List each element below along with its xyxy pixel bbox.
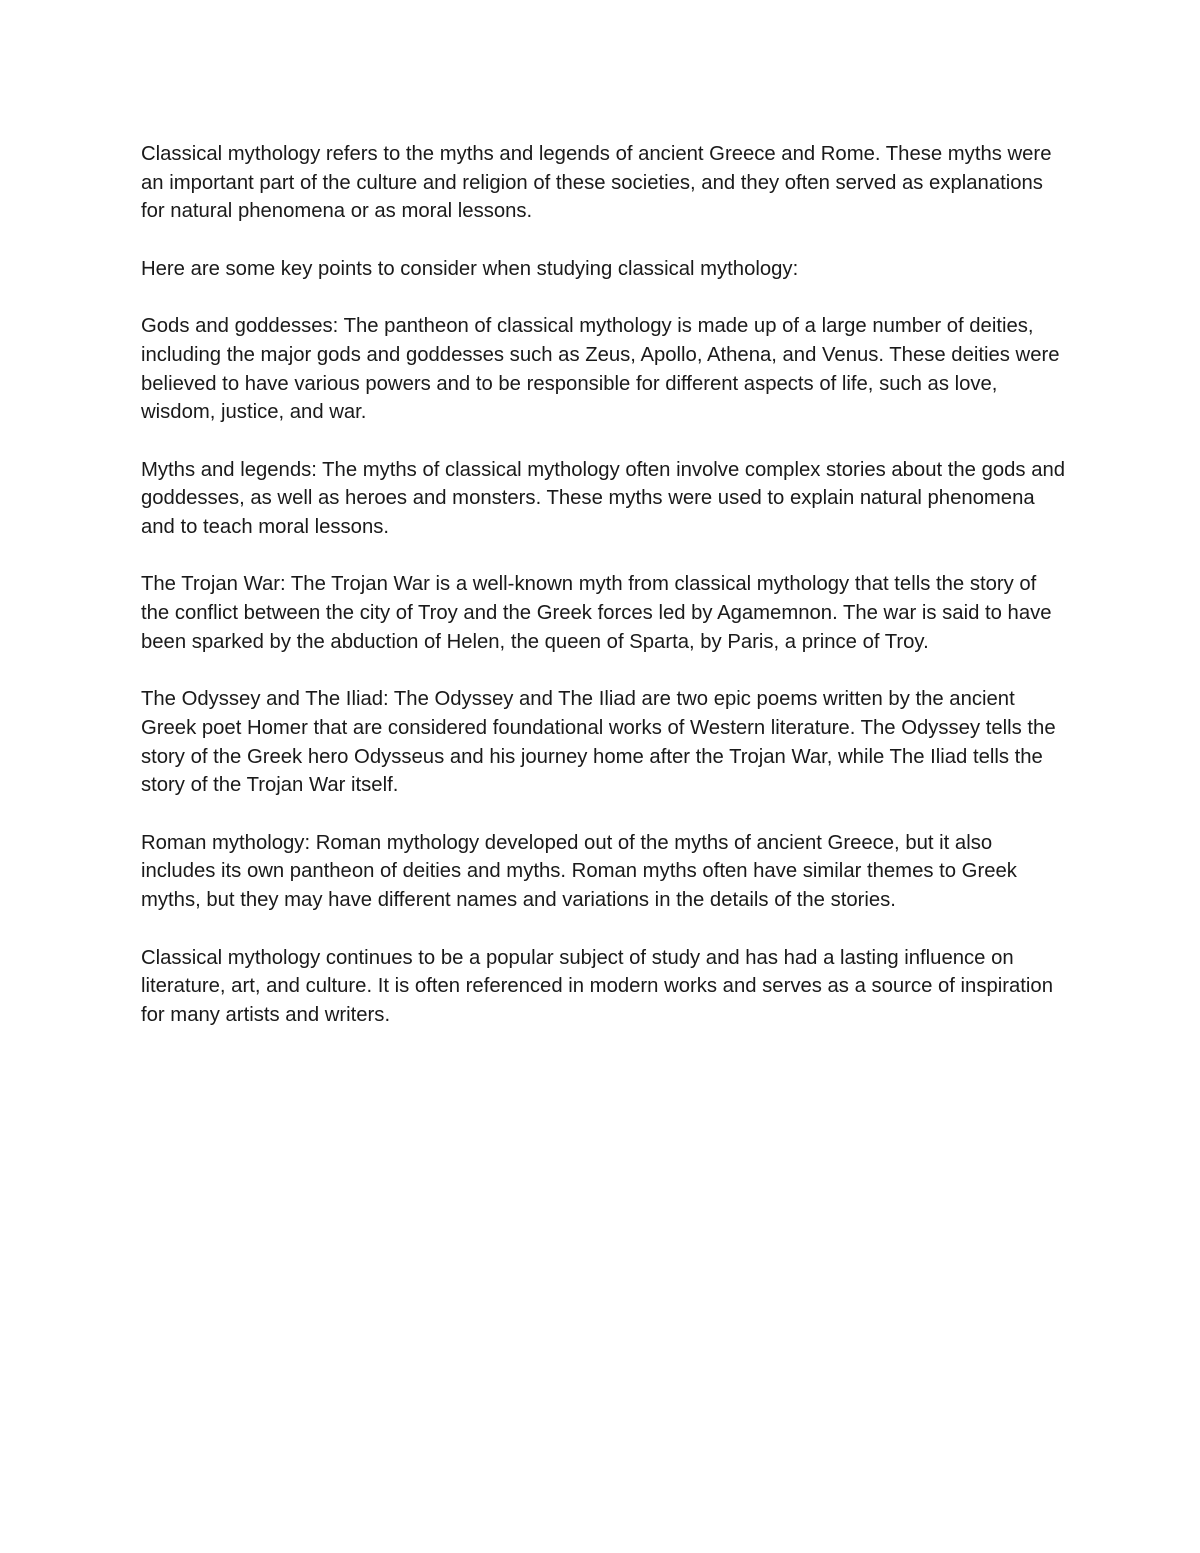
paragraph-trojan-war: The Trojan War: The Trojan War is a well-known myth from classical mythology that tells the story of the conflict between the city of Troy and the Greek forces led by Agamemnon. The war is said to have been sparked by the abduction of Helen, the queen of Sparta, by Paris, a prince of Troy. bbox=[141, 573, 1052, 653]
paragraph-roman-mythology: Roman mythology: Roman mythology developed out of the myths of ancient Greece, but it also includes its own pantheon of deities and myths. Roman myths often have similar themes to Greek myths, but they may have different names and variations in the details of the stories. bbox=[141, 831, 1017, 912]
paragraph-key-points: Here are some key points to consider when studying classical mythology: bbox=[141, 257, 799, 280]
paragraph-myths-and-legends: Myths and legends: The myths of classical mythology often involve complex stories about the gods and goddesses, as well as heroes and monsters. These myths were used to explain natural phenomena and to teach moral lessons. bbox=[141, 458, 1066, 539]
paragraph-intro: Classical mythology refers to the myths and legends of ancient Greece and Rome. These myths were an important part of the culture and religion of these societies, and they often served as explanations for natural phenomena or as moral lessons. bbox=[141, 143, 1052, 223]
paragraph-conclusion: Classical mythology continues to be a popular subject of study and has had a lasting influence on literature, art, and culture. It is often referenced in modern works and serves as a source of inspiration for many artists and writers. bbox=[141, 946, 1053, 1026]
document-body bbox=[141, 140, 1066, 1030]
paragraph-gods-and-goddesses: Gods and goddesses: The pantheon of classical mythology is made up of a large number of deities, including the major gods and goddesses such as Zeus, Apollo, Athena, and Venus. These deities were believed to have various powers and to be responsible for different aspects of life, such as love, wisdom, justice, and war. bbox=[141, 315, 1060, 424]
paragraph-odyssey-and-iliad: The Odyssey and The Iliad: The Odyssey and The Iliad are two epic poems written by the ancient Greek poet Homer that are considered foundational works of Western literature. The Odyssey tells the story of the Greek hero Odysseus and his journey home after the Trojan War, while The Iliad tells the story of the Trojan War itself. bbox=[141, 688, 1056, 797]
